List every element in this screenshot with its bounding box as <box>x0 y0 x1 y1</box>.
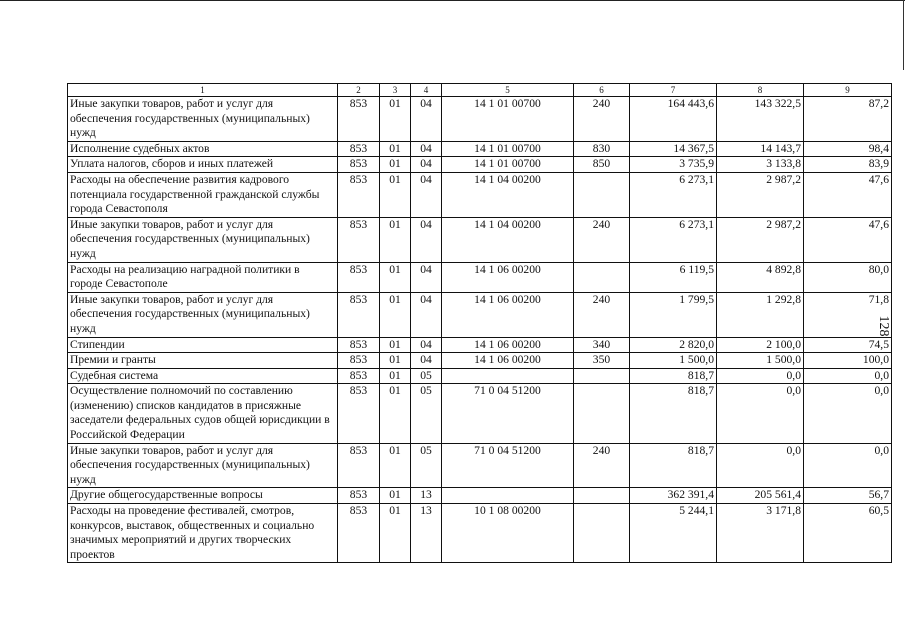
section-code-cell: 01 <box>380 504 411 563</box>
department-code-cell: 853 <box>338 368 380 384</box>
section-code-cell: 01 <box>380 172 411 217</box>
column-number-1: 1 <box>68 84 338 97</box>
target-article-code-cell <box>442 368 574 384</box>
execution-percent-cell: 87,2 <box>804 97 892 142</box>
target-article-code-cell: 14 1 06 00200 <box>442 337 574 353</box>
expense-type-code-cell <box>574 504 630 563</box>
execution-percent-cell: 80,0 <box>804 262 892 292</box>
subsection-code-cell: 13 <box>411 488 442 504</box>
target-article-code-cell: 14 1 06 00200 <box>442 292 574 337</box>
section-code-cell: 01 <box>380 292 411 337</box>
column-number-2: 2 <box>338 84 380 97</box>
subsection-code-cell: 04 <box>411 337 442 353</box>
executed-amount-cell: 4 892,8 <box>717 262 804 292</box>
expense-type-code-cell: 350 <box>574 353 630 369</box>
subsection-code-cell: 04 <box>411 172 442 217</box>
expense-type-code-cell <box>574 262 630 292</box>
page-number: 128 <box>876 315 891 337</box>
expense-name-cell: Уплата налогов, сборов и иных платежей <box>68 157 338 173</box>
expense-type-code-cell: 850 <box>574 157 630 173</box>
table-row <box>68 141 892 157</box>
table-row <box>68 157 892 173</box>
department-code-cell: 853 <box>338 141 380 157</box>
column-number-6: 6 <box>574 84 630 97</box>
table-row <box>68 262 892 292</box>
expense-name-cell: Иные закупки товаров, работ и услуг для обеспечения государственных (муниципальных) нужд <box>68 97 338 142</box>
subsection-code-cell: 04 <box>411 262 442 292</box>
section-code-cell: 01 <box>380 97 411 142</box>
expense-type-code-cell <box>574 488 630 504</box>
approved-amount-cell: 818,7 <box>630 384 717 443</box>
approved-amount-cell: 2 820,0 <box>630 337 717 353</box>
approved-amount-cell: 1 500,0 <box>630 353 717 369</box>
subsection-code-cell: 13 <box>411 504 442 563</box>
column-number-7: 7 <box>630 84 717 97</box>
expense-name-cell: Расходы на обеспечение развития кадрового потенциала государственной гражданской службы города Севастополя <box>68 172 338 217</box>
approved-amount-cell: 6 273,1 <box>630 172 717 217</box>
executed-amount-cell: 3 133,8 <box>717 157 804 173</box>
page-top-border <box>0 0 905 1</box>
executed-amount-cell: 2 987,2 <box>717 172 804 217</box>
column-number-5: 5 <box>442 84 574 97</box>
approved-amount-cell: 6 273,1 <box>630 217 717 262</box>
subsection-code-cell: 05 <box>411 384 442 443</box>
page-right-border <box>903 0 904 70</box>
expense-type-code-cell: 830 <box>574 141 630 157</box>
target-article-code-cell: 14 1 01 00700 <box>442 157 574 173</box>
expense-type-code-cell: 240 <box>574 292 630 337</box>
table-row <box>68 172 892 217</box>
table-row <box>68 384 892 443</box>
execution-percent-cell: 0,0 <box>804 443 892 488</box>
expense-name-cell: Осуществление полномочий по составлению (изменению) списков кандидатов в присяжные заседатели федеральных судов общей юрисдикции в Российской Федерации <box>68 384 338 443</box>
execution-percent-cell: 47,6 <box>804 217 892 262</box>
execution-percent-cell: 71,8 <box>804 292 892 337</box>
target-article-code-cell: 71 0 04 51200 <box>442 443 574 488</box>
executed-amount-cell: 0,0 <box>717 443 804 488</box>
table-row <box>68 368 892 384</box>
department-code-cell: 853 <box>338 353 380 369</box>
expense-name-cell: Расходы на проведение фестивалей, смотров, конкурсов, выставок, общественных и социально значимых мероприятий и других творческих проектов <box>68 504 338 563</box>
execution-percent-cell: 100,0 <box>804 353 892 369</box>
executed-amount-cell: 0,0 <box>717 368 804 384</box>
expense-type-code-cell <box>574 368 630 384</box>
table-row <box>68 488 892 504</box>
subsection-code-cell: 04 <box>411 292 442 337</box>
expense-type-code-cell: 240 <box>574 97 630 142</box>
expense-name-cell: Премии и гранты <box>68 353 338 369</box>
section-code-cell: 01 <box>380 443 411 488</box>
column-number-3: 3 <box>380 84 411 97</box>
column-number-header-row <box>68 84 892 97</box>
approved-amount-cell: 1 799,5 <box>630 292 717 337</box>
approved-amount-cell: 14 367,5 <box>630 141 717 157</box>
expense-name-cell: Стипендии <box>68 337 338 353</box>
expense-name-cell: Расходы на реализацию наградной политики в городе Севастополе <box>68 262 338 292</box>
subsection-code-cell: 05 <box>411 443 442 488</box>
subsection-code-cell: 04 <box>411 217 442 262</box>
expense-name-cell: Иные закупки товаров, работ и услуг для обеспечения государственных (муниципальных) нужд <box>68 217 338 262</box>
executed-amount-cell: 3 171,8 <box>717 504 804 563</box>
section-code-cell: 01 <box>380 488 411 504</box>
table-row <box>68 337 892 353</box>
subsection-code-cell: 05 <box>411 368 442 384</box>
executed-amount-cell: 143 322,5 <box>717 97 804 142</box>
expense-name-cell: Иные закупки товаров, работ и услуг для обеспечения государственных (муниципальных) нужд <box>68 292 338 337</box>
execution-percent-cell: 0,0 <box>804 368 892 384</box>
department-code-cell: 853 <box>338 172 380 217</box>
section-code-cell: 01 <box>380 141 411 157</box>
execution-percent-cell: 0,0 <box>804 384 892 443</box>
table-row <box>68 353 892 369</box>
executed-amount-cell: 0,0 <box>717 384 804 443</box>
table-row <box>68 97 892 142</box>
target-article-code-cell: 14 1 06 00200 <box>442 353 574 369</box>
approved-amount-cell: 818,7 <box>630 368 717 384</box>
approved-amount-cell: 5 244,1 <box>630 504 717 563</box>
table-row <box>68 217 892 262</box>
section-code-cell: 01 <box>380 368 411 384</box>
department-code-cell: 853 <box>338 217 380 262</box>
execution-percent-cell: 60,5 <box>804 504 892 563</box>
budget-table <box>67 83 892 563</box>
department-code-cell: 853 <box>338 292 380 337</box>
approved-amount-cell: 164 443,6 <box>630 97 717 142</box>
target-article-code-cell: 14 1 06 00200 <box>442 262 574 292</box>
table-row <box>68 292 892 337</box>
department-code-cell: 853 <box>338 97 380 142</box>
executed-amount-cell: 205 561,4 <box>717 488 804 504</box>
expense-name-cell: Исполнение судебных актов <box>68 141 338 157</box>
expense-type-code-cell: 240 <box>574 443 630 488</box>
section-code-cell: 01 <box>380 262 411 292</box>
department-code-cell: 853 <box>338 443 380 488</box>
section-code-cell: 01 <box>380 337 411 353</box>
target-article-code-cell: 10 1 08 00200 <box>442 504 574 563</box>
approved-amount-cell: 818,7 <box>630 443 717 488</box>
executed-amount-cell: 2 987,2 <box>717 217 804 262</box>
subsection-code-cell: 04 <box>411 97 442 142</box>
executed-amount-cell: 1 292,8 <box>717 292 804 337</box>
department-code-cell: 853 <box>338 157 380 173</box>
subsection-code-cell: 04 <box>411 141 442 157</box>
table-row <box>68 504 892 563</box>
target-article-code-cell: 14 1 01 00700 <box>442 97 574 142</box>
budget-table-body <box>68 97 892 563</box>
execution-percent-cell: 83,9 <box>804 157 892 173</box>
section-code-cell: 01 <box>380 353 411 369</box>
target-article-code-cell: 14 1 04 00200 <box>442 172 574 217</box>
section-code-cell: 01 <box>380 384 411 443</box>
expense-name-cell: Другие общегосударственные вопросы <box>68 488 338 504</box>
approved-amount-cell: 362 391,4 <box>630 488 717 504</box>
department-code-cell: 853 <box>338 384 380 443</box>
execution-percent-cell: 47,6 <box>804 172 892 217</box>
executed-amount-cell: 1 500,0 <box>717 353 804 369</box>
target-article-code-cell: 71 0 04 51200 <box>442 384 574 443</box>
execution-percent-cell: 98,4 <box>804 141 892 157</box>
department-code-cell: 853 <box>338 488 380 504</box>
column-number-4: 4 <box>411 84 442 97</box>
department-code-cell: 853 <box>338 504 380 563</box>
department-code-cell: 853 <box>338 262 380 292</box>
target-article-code-cell: 14 1 01 00700 <box>442 141 574 157</box>
expense-type-code-cell <box>574 384 630 443</box>
approved-amount-cell: 3 735,9 <box>630 157 717 173</box>
execution-percent-cell: 56,7 <box>804 488 892 504</box>
target-article-code-cell <box>442 488 574 504</box>
executed-amount-cell: 2 100,0 <box>717 337 804 353</box>
execution-percent-cell: 74,5 <box>804 337 892 353</box>
section-code-cell: 01 <box>380 157 411 173</box>
expense-name-cell: Судебная система <box>68 368 338 384</box>
department-code-cell: 853 <box>338 337 380 353</box>
section-code-cell: 01 <box>380 217 411 262</box>
expense-type-code-cell: 240 <box>574 217 630 262</box>
column-number-8: 8 <box>717 84 804 97</box>
subsection-code-cell: 04 <box>411 157 442 173</box>
target-article-code-cell: 14 1 04 00200 <box>442 217 574 262</box>
table-row <box>68 443 892 488</box>
subsection-code-cell: 04 <box>411 353 442 369</box>
expense-type-code-cell <box>574 172 630 217</box>
column-number-9: 9 <box>804 84 892 97</box>
approved-amount-cell: 6 119,5 <box>630 262 717 292</box>
executed-amount-cell: 14 143,7 <box>717 141 804 157</box>
expense-type-code-cell: 340 <box>574 337 630 353</box>
expense-name-cell: Иные закупки товаров, работ и услуг для обеспечения государственных (муниципальных) нужд <box>68 443 338 488</box>
